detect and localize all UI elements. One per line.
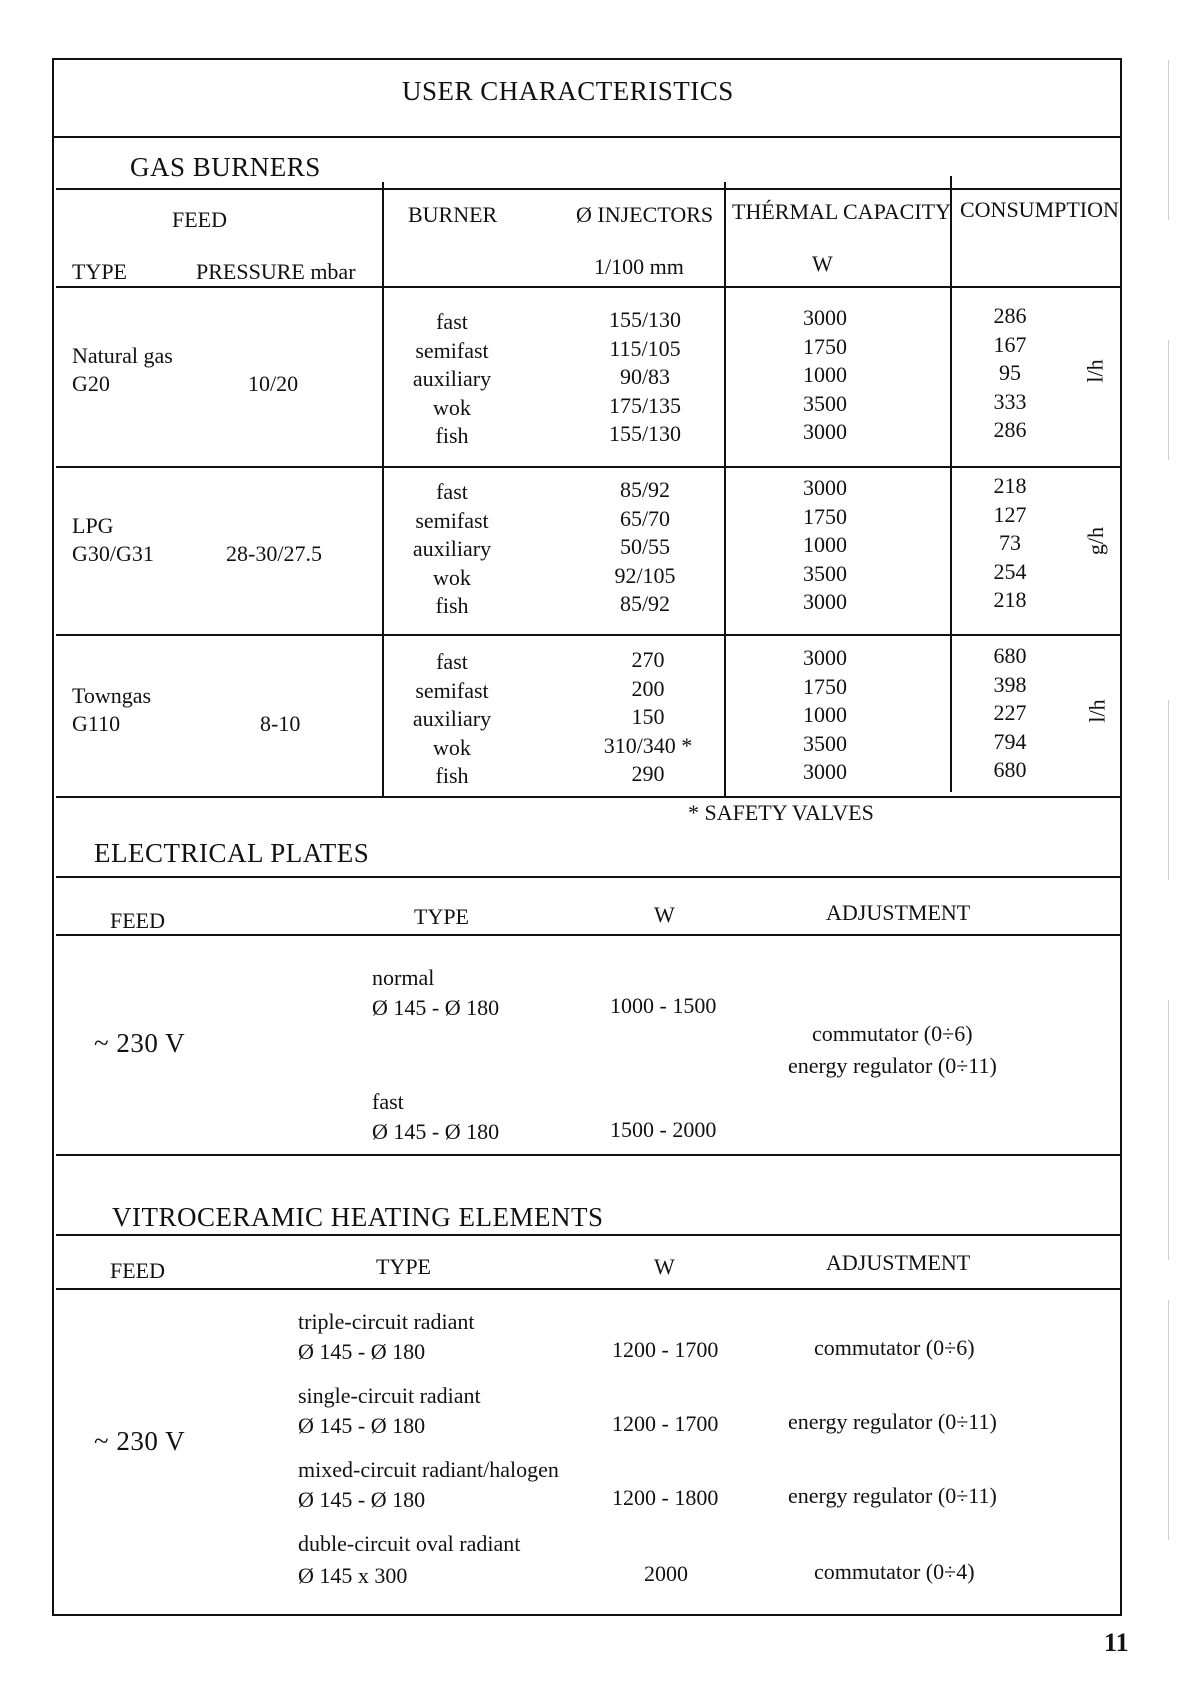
plate-adjustment: commutator (0÷6) [812,1021,973,1046]
consumption-value: 333 [993,388,1027,414]
consumption-value: 794 [993,728,1027,754]
burner-name: fast [436,479,468,504]
consumption-value: 254 [993,558,1027,584]
consumption-value: 398 [993,671,1027,697]
page-title: USER CHARACTERISTICS [402,76,734,106]
element-adjustment: energy regulator (0÷11) [788,1483,997,1508]
injector-value: 155/130 [608,307,682,332]
consumption-value: 95 [999,360,1021,385]
capacity-value: 1000 [803,362,847,387]
consumption-value: 227 [993,700,1027,725]
binder-mark [1168,340,1169,460]
divider [56,188,1122,190]
capacity-value: 3000 [803,645,847,670]
plate-size: Ø 145 - Ø 180 [372,1119,500,1144]
feed-voltage: ~ 230 V [94,1426,186,1456]
capacity-value: 3000 [803,419,847,444]
consumption-value: 680 [993,757,1027,782]
capacity-value: 3500 [803,560,847,586]
header-burner: BURNER [408,202,498,227]
burner-name: fish [435,593,469,618]
consumption-unit: g/h [1083,526,1109,556]
consumption-list [980,302,1040,445]
injector-list [588,646,708,789]
injector-value: 310/340 * [603,732,693,758]
divider [56,466,1122,468]
consumption-value: 680 [993,643,1027,668]
burner-list [392,308,512,451]
element-size: Ø 145 - Ø 180 [298,1339,426,1364]
capacity-list [780,644,870,787]
plate-adjustment: energy regulator (0÷11) [788,1053,997,1078]
divider [56,1234,1122,1236]
divider [56,286,1122,288]
plate-type: normal [372,965,435,990]
safety-valves-note: * SAFETY VALVES [688,800,874,825]
burner-name: wok [433,394,471,420]
injector-value: 150 [631,704,665,729]
binder-mark [1168,1300,1169,1540]
header-adjustment: ADJUSTMENT [826,1250,971,1275]
consumption-value: 218 [993,473,1027,498]
element-size: Ø 145 - Ø 180 [298,1487,426,1512]
consumption-value: 167 [993,331,1027,357]
injector-value: 50/55 [619,534,671,559]
feed-type: Natural gas [72,343,173,368]
injector-value: 65/70 [619,505,671,531]
burner-name: fish [435,423,469,448]
header-thermal-capacity: THÉRMAL CAPACITY [732,199,952,224]
section-title-vitroceramic: VITROCERAMIC HEATING ELEMENTS [112,1202,604,1232]
burner-name: wok [433,734,471,760]
header-w: W [654,1254,675,1279]
feed-voltage: ~ 230 V [94,1028,186,1058]
capacity-value: 3500 [803,730,847,756]
injector-value: 85/92 [619,477,671,502]
element-power: 2000 [644,1561,688,1586]
burner-name: auxiliary [412,536,492,561]
plate-power: 1000 - 1500 [610,993,717,1018]
injector-list [590,306,700,449]
divider [56,876,1122,878]
element-type: single-circuit radiant [298,1383,481,1408]
capacity-value: 1000 [803,702,847,727]
injector-value: 115/105 [609,335,681,361]
injector-value: 200 [631,675,665,701]
consumption-unit: l/h [1082,359,1108,383]
burner-name: fast [436,649,468,674]
consumption-value: 218 [993,587,1027,612]
element-adjustment: energy regulator (0÷11) [788,1409,997,1434]
injector-value: 290 [631,761,665,786]
element-adjustment: commutator (0÷4) [814,1559,975,1584]
consumption-list [980,472,1040,615]
consumption-unit: l/h [1084,699,1110,723]
binder-mark [1168,700,1169,880]
element-adjustment: commutator (0÷6) [814,1335,975,1360]
header-adjustment: ADJUSTMENT [826,900,971,925]
header-w: W [654,902,675,927]
plate-size: Ø 145 - Ø 180 [372,995,500,1020]
element-size: Ø 145 x 300 [298,1563,408,1588]
section-title-gas-burners: GAS BURNERS [130,152,321,182]
burner-name: wok [433,564,471,590]
page-number: 11 [1104,1628,1129,1657]
divider [56,796,1122,798]
header-type: TYPE [376,1254,431,1279]
header-consumption: CONSUMPTION [960,197,1119,222]
injector-value: 92/105 [614,562,676,588]
header-feed: FEED [110,908,165,933]
header-type: TYPE [414,904,469,929]
binder-mark [1168,1000,1169,1260]
burner-name: fish [435,763,469,788]
feed-type: Towngas [72,683,152,708]
feed-type-code: G30/G31 [72,541,154,566]
consumption-value: 73 [999,530,1021,555]
divider [950,176,952,792]
injector-value: 90/83 [619,364,671,389]
feed-type-code: G20 [72,371,110,396]
header-pressure: PRESSURE mbar [196,259,356,284]
feed-pressure: 10/20 [248,371,299,396]
element-type: triple-circuit radiant [298,1309,475,1334]
burner-name: semifast [415,337,489,363]
capacity-value: 1750 [803,503,847,529]
burner-list [392,478,512,621]
capacity-value: 1750 [803,673,847,699]
divider [56,634,1122,636]
divider [56,934,1122,936]
element-type: duble-circuit oval radiant [298,1531,521,1556]
capacity-value: 1000 [803,532,847,557]
capacity-value: 1750 [803,333,847,359]
divider [56,1154,1122,1156]
capacity-value: 3500 [803,390,847,416]
plate-type: fast [372,1089,404,1114]
injector-value: 85/92 [619,591,671,616]
header-feed: FEED [110,1258,165,1283]
element-power: 1200 - 1800 [612,1485,719,1510]
plate-power: 1500 - 2000 [610,1117,717,1142]
feed-pressure: 28-30/27.5 [226,541,322,566]
consumption-list [980,642,1040,785]
capacity-list [780,474,870,617]
section-title-electrical-plates: ELECTRICAL PLATES [94,838,370,868]
element-power: 1200 - 1700 [612,1337,719,1362]
capacity-value: 3000 [803,759,847,784]
burner-name: semifast [415,507,489,533]
header-type: TYPE [72,259,127,284]
feed-pressure: 8-10 [260,711,301,736]
divider [382,182,384,796]
injector-value: 155/130 [608,421,682,446]
burner-name: semifast [415,677,489,703]
header-thermal-unit: W [812,251,833,276]
feed-type-code: G110 [72,711,121,736]
page-frame [52,58,1122,1616]
capacity-value: 3000 [803,475,847,500]
consumption-value: 286 [993,417,1027,442]
element-type: mixed-circuit radiant/halogen [298,1457,559,1482]
header-feed: FEED [172,207,227,232]
feed-type: LPG [72,513,114,538]
injector-value: 270 [631,647,665,672]
burner-name: auxiliary [412,366,492,391]
capacity-value: 3000 [803,589,847,614]
element-size: Ø 145 - Ø 180 [298,1413,426,1438]
divider [724,182,726,796]
binder-mark [1168,60,1169,220]
injector-list [590,476,700,619]
element-power: 1200 - 1700 [612,1411,719,1436]
injector-value: 175/135 [608,392,682,418]
header-injectors-unit: 1/100 mm [594,254,684,279]
burner-name: fast [436,309,468,334]
burner-name: auxiliary [412,706,492,731]
capacity-list [780,304,870,447]
capacity-value: 3000 [803,305,847,330]
divider [56,1288,1122,1290]
divider [52,136,1122,138]
consumption-value: 127 [993,501,1027,527]
burner-list [392,648,512,791]
consumption-value: 286 [993,303,1027,328]
header-injectors: Ø INJECTORS [576,202,714,227]
